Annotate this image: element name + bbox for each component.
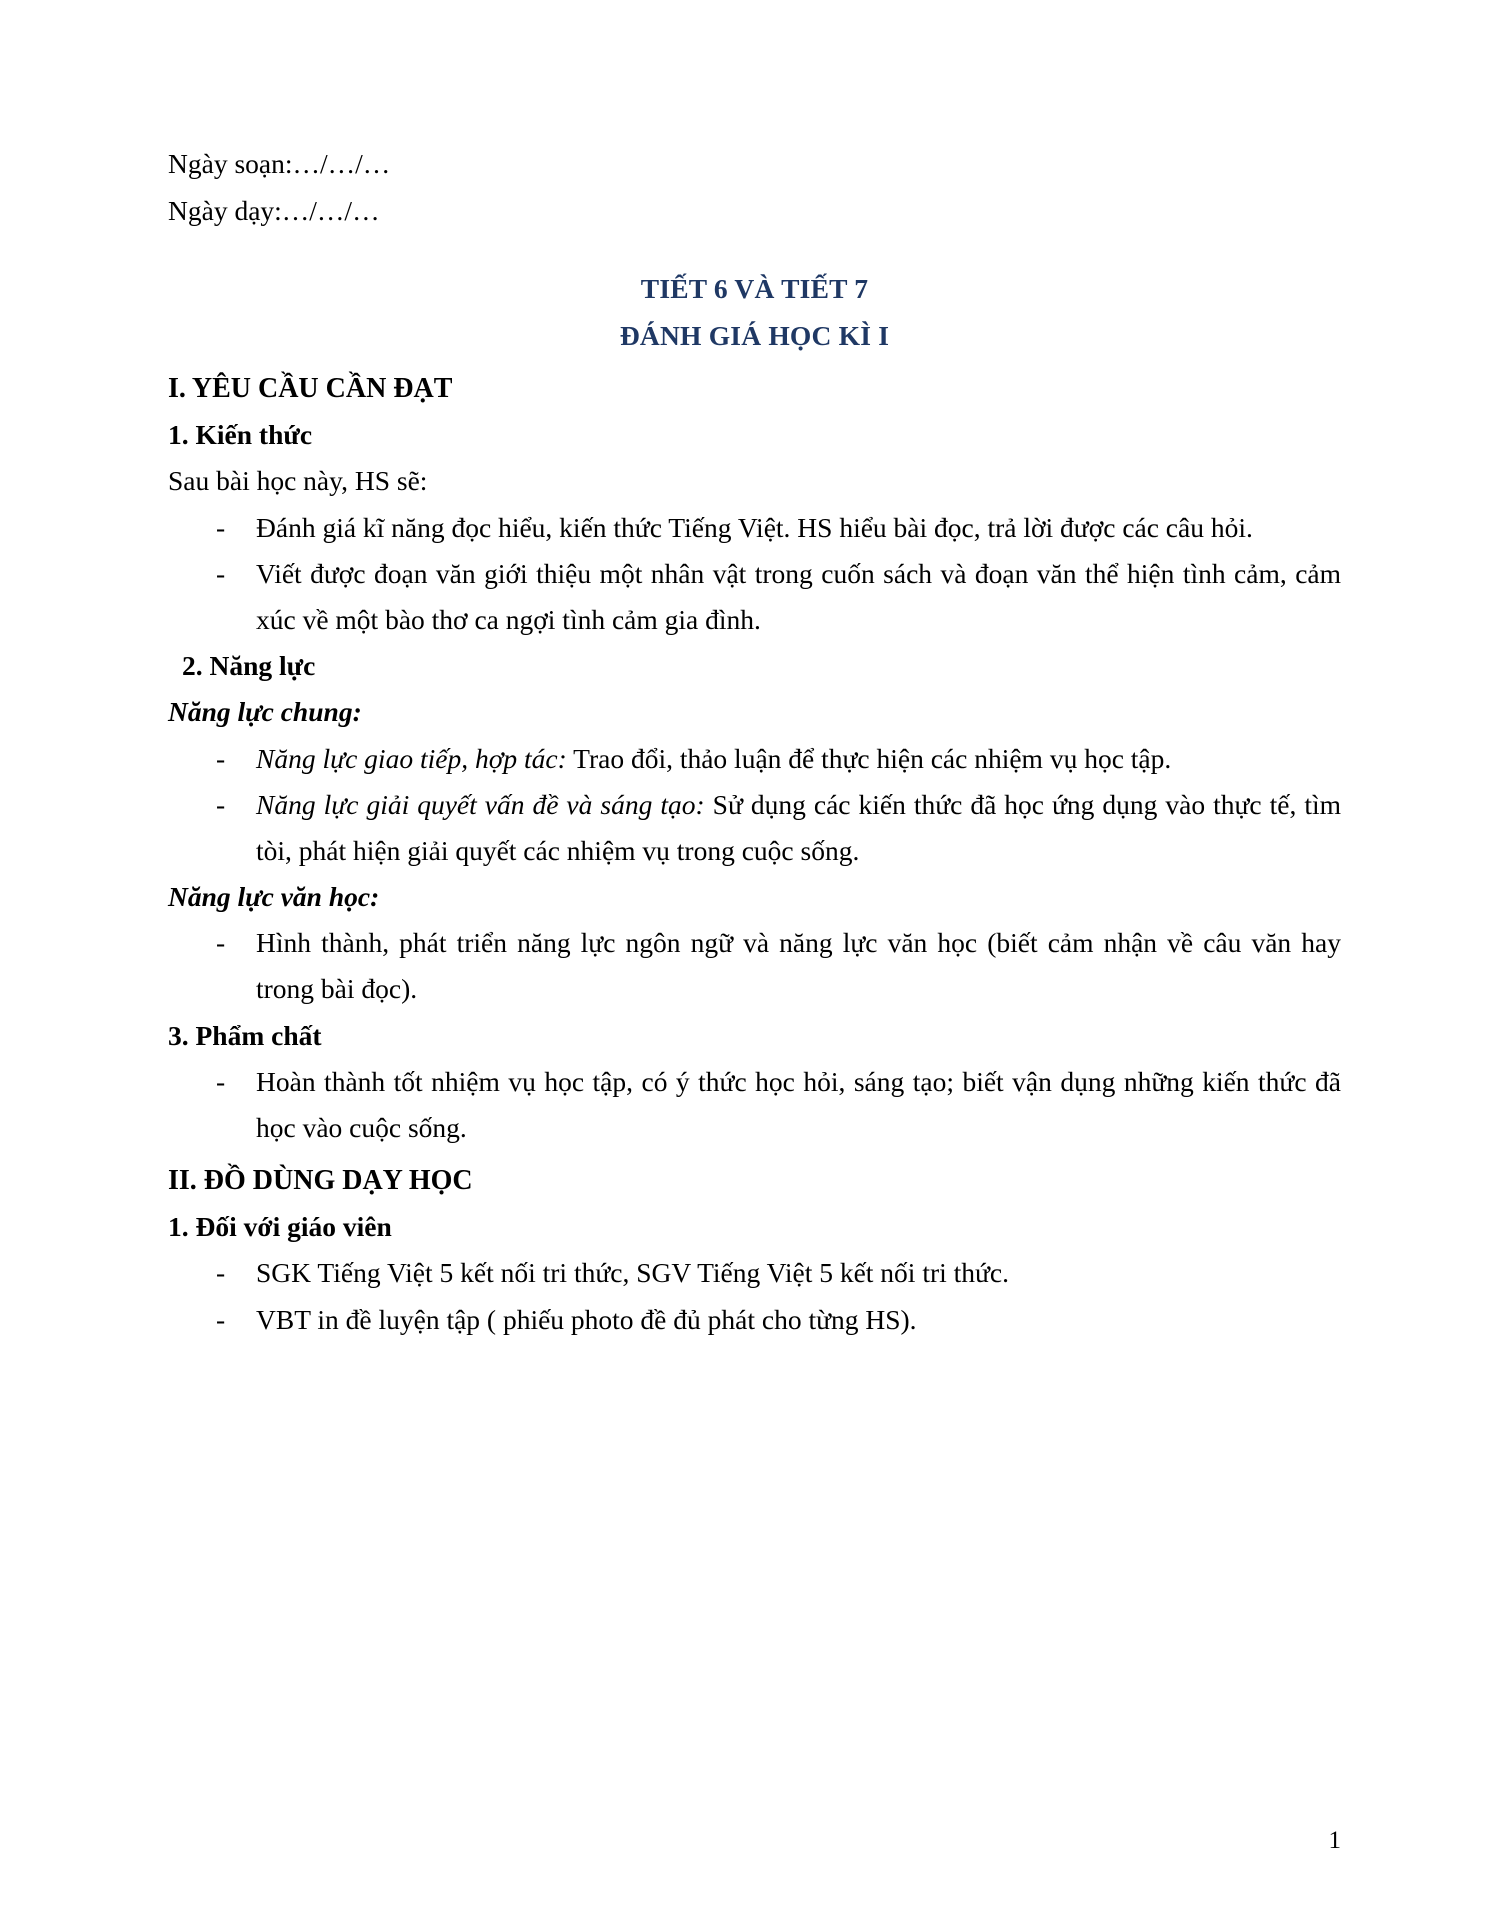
list-item-text: Sử dụng các kiến thức đã học ứng dụng vào thực tế, tìm tòi, phát hiện giải quyết các nhiệm vụ trong cuộc sống. [256,788,1341,866]
kien-thuc-intro: Sau bài học này, HS sẽ: [168,465,428,497]
list-item [168,782,1341,874]
section-heading-1: I. YÊU CẦU CẦN ĐẠT [168,373,453,405]
subsection-heading-nang-luc: 2. Năng lực [182,650,316,682]
list-item-text: SGK Tiếng Việt 5 kết nối tri thức, SGV Tiếng Việt 5 kết nối tri thức. [256,1257,1010,1289]
list-item [168,1059,1341,1151]
spacer [168,235,1341,265]
list-item [168,1250,1341,1296]
doi-voi-giao-vien-bullets [168,1250,1341,1342]
pham-chat-bullets [168,1059,1341,1151]
list-item-lead: Năng lực giao tiếp, hợp tác: [256,742,567,774]
page-number: 1 [1328,1827,1341,1854]
list-item-text: Trao đổi, thảo luận để thực hiện các nhiệm vụ học tập. [566,742,1172,774]
list-item [168,736,1341,782]
section-heading-2: II. ĐỒ DÙNG DẠY HỌC [168,1165,473,1197]
kien-thuc-bullets [168,505,1341,644]
nang-luc-chung-label: Năng lực chung: [168,696,362,728]
nang-luc-van-hoc-bullets [168,920,1341,1012]
bullet-dash-icon: - [216,1065,226,1097]
list-item-text: Hoàn thành tốt nhiệm vụ học tập, có ý thức học hỏi, sáng tạo; biết vận dụng những kiến thức đã học vào cuộc sống. [256,1065,1341,1144]
subsection-heading-doi-voi-giao-vien: 1. Đối với giáo viên [168,1211,392,1243]
list-item [168,551,1341,643]
list-item-text: Đánh giá kĩ năng đọc hiểu, kiến thức Tiếng Việt. HS hiểu bài đọc, trả lời được các câu hỏi. [256,511,1253,543]
bullet-dash-icon: - [216,1303,226,1335]
teach-date-line: Ngày dạy:…/…/… [168,195,380,227]
title-line-1: TIẾT 6 VÀ TIẾT 7 [640,272,869,304]
document-title [168,265,1341,360]
compose-date-line: Ngày soạn:…/…/… [168,148,391,179]
bullet-dash-icon: - [216,788,226,820]
document-body [168,140,1341,1343]
list-item-lead: Năng lực giải quyết vấn đề và sáng tạo: [256,788,705,820]
list-item [168,505,1341,551]
nang-luc-chung-bullets [168,736,1341,875]
list-item-text: VBT in đề luyện tập ( phiếu photo đề đủ phát cho từng HS). [256,1303,917,1335]
bullet-dash-icon: - [216,1257,226,1289]
list-item [168,920,1341,1012]
bullet-dash-icon: - [216,927,226,959]
list-item-text: Viết được đoạn văn giới thiệu một nhân vật trong cuốn sách và đoạn văn thể hiện tình cảm, cảm xúc về một bào thơ ca ngợi tình cảm gia đình. [256,557,1341,635]
list-item [168,1297,1341,1343]
title-line-2: ĐÁNH GIÁ HỌC KÌ I [619,319,890,351]
nang-luc-van-hoc-label: Năng lực văn học: [168,881,380,913]
list-item-text: Hình thành, phát triển năng lực ngôn ngữ và năng lực văn học (biết cảm nhận về câu văn hay trong bài đọc). [256,927,1341,1005]
bullet-dash-icon: - [216,511,226,543]
bullet-dash-icon: - [216,742,226,774]
bullet-dash-icon: - [216,557,226,589]
subsection-heading-kien-thuc: 1. Kiến thức [168,419,313,451]
subsection-heading-pham-chat: 3. Phẩm chất [168,1019,322,1051]
